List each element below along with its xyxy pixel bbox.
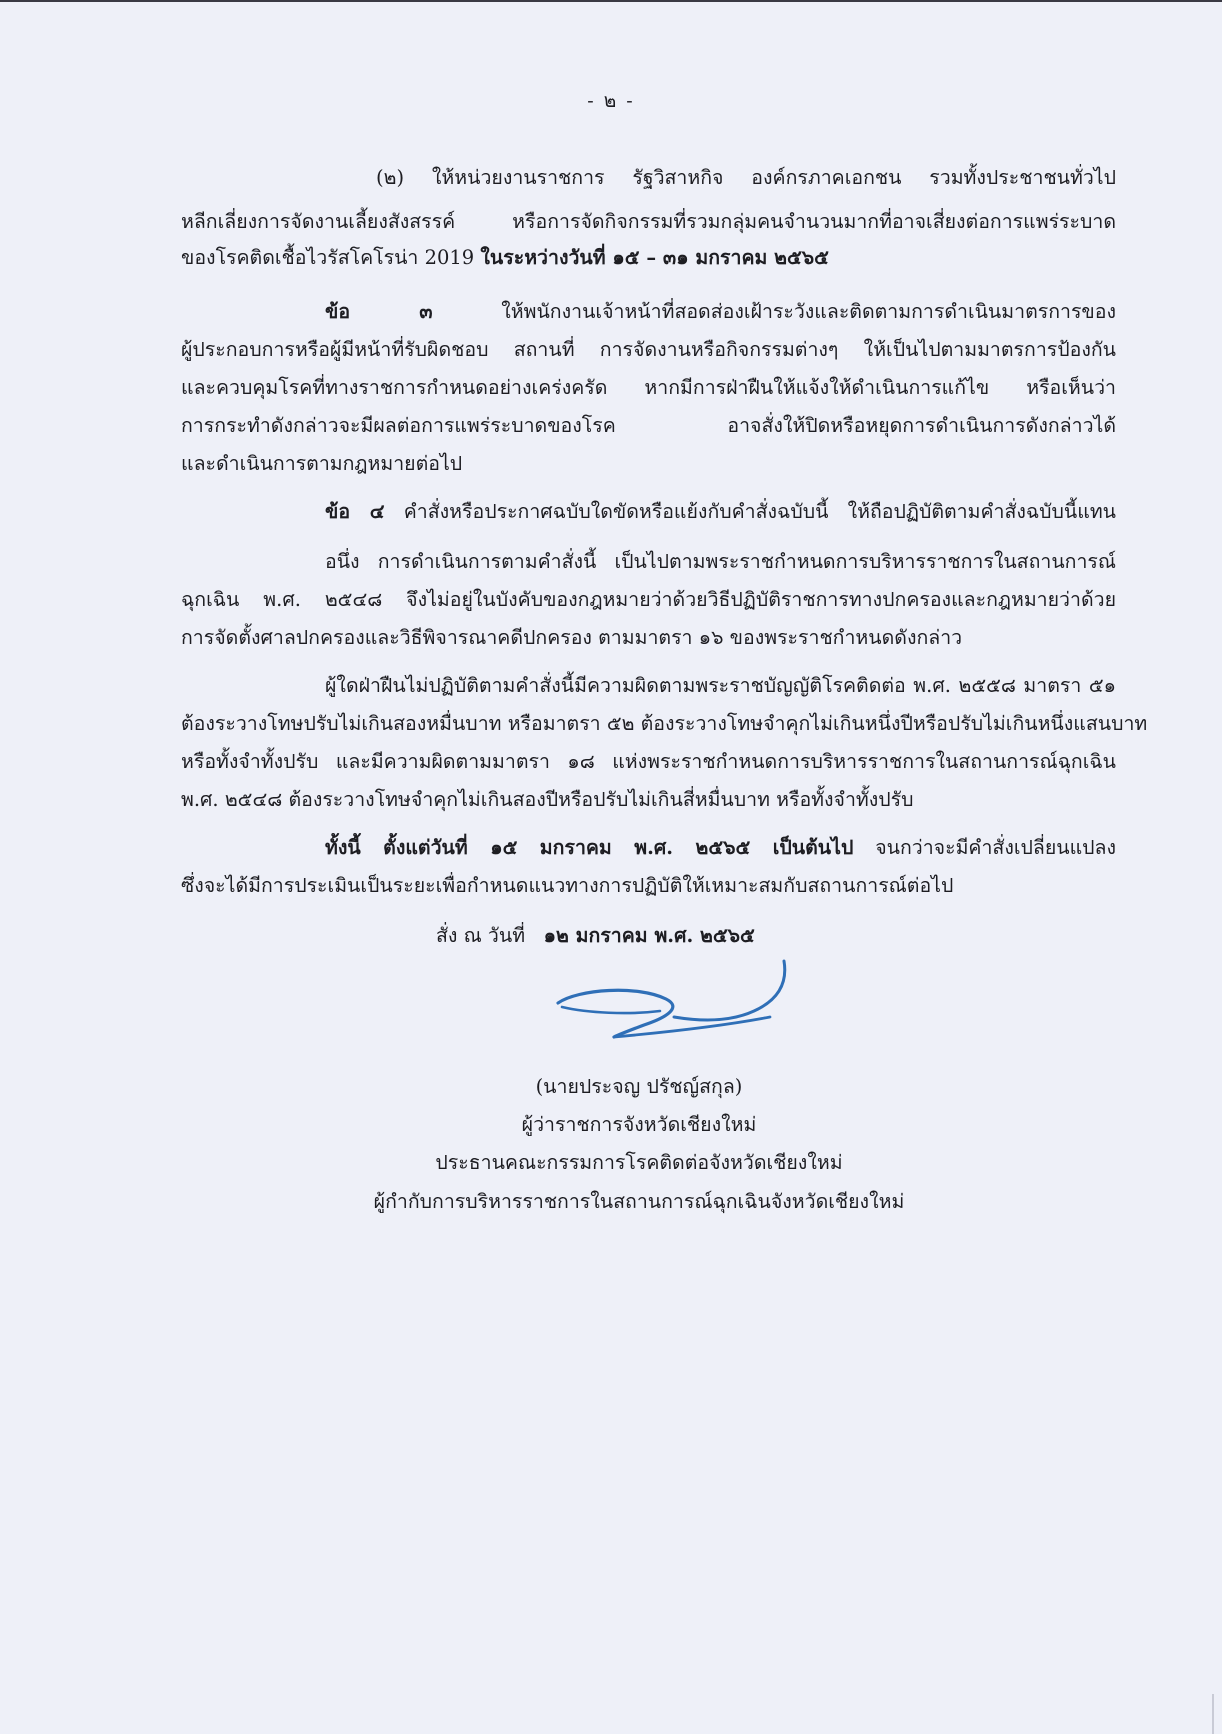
scan-edge-mark: [1212, 1694, 1214, 1734]
signatory-title-2: ประธานคณะกรรมการโรคติดต่อจังหวัดเชียงใหม่: [435, 1151, 843, 1174]
top-border: [0, 0, 1222, 2]
paragraph-2-line-3: [181, 248, 829, 268]
handwritten-signature: [548, 955, 798, 1045]
article-3-line-2: ผู้ประกอบการหรือผู้มีหน้าที่รับผิดชอบ สถานที่ การจัดงานหรือกิจกรรมต่างๆ ให้เป็นไปตามมาตรการป้องกัน: [181, 338, 1116, 361]
signatory-title-1: ผู้ว่าราชการจังหวัดเชียงใหม่: [521, 1113, 757, 1136]
article-3-heading: ข้อ ๓: [325, 300, 433, 323]
page-number: - ๒ -: [587, 90, 635, 112]
penalty-line-1: ผู้ใดฝ่าฝืนไม่ปฏิบัติตามคำสั่งนี้มีความผิดตามพระราชบัญญัติโรคติดต่อ พ.ศ. ๒๕๕๘ มาตรา ๕๑: [325, 674, 1116, 697]
order-date-value: ๑๒ มกราคม พ.ศ. ๒๕๖๕: [543, 924, 755, 947]
article-3-line-1-text: ให้พนักงานเจ้าหน้าที่สอดส่องเฝ้าระวังและติดตามการดำเนินมาตรการของ: [432, 300, 1116, 323]
penalty-line-2: ต้องระวางโทษปรับไม่เกินสองหมื่นบาท หรือมาตรา ๕๒ ต้องระวางโทษจำคุกไม่เกินหนึ่งปีหรือปรับไม่เกินหนึ่งแสนบาท: [181, 712, 1148, 735]
paragraph-2-line-3-text: ของโรคติดเชื้อไวรัสโคโรน่า 2019: [181, 246, 481, 269]
article-3-line-1: [325, 302, 1116, 322]
signatory-name: (นายประจญ ปรัชญ์สกุล): [535, 1075, 743, 1098]
effective-line-1: [325, 838, 1116, 858]
paragraph-2-line-1: (๒) ให้หน่วยงานราชการ รัฐวิสาหกิจ องค์กรภาคเอกชน รวมทั้งประชาชนทั่วไป: [376, 166, 1116, 189]
article-3-line-5: และดำเนินการตามกฎหมายต่อไป: [181, 452, 463, 475]
note-line-3: การจัดตั้งศาลปกครองและวิธีพิจารณาคดีปกครอง ตามมาตรา ๑๖ ของพระราชกำหนดดังกล่าว: [181, 626, 963, 649]
note-line-2: ฉุกเฉิน พ.ศ. ๒๕๔๘ จึงไม่อยู่ในบังคับของกฎหมายว่าด้วยวิธีปฏิบัติราชการทางปกครองและกฎหมายว่าด้วย: [181, 588, 1116, 611]
article-4-line-1: [325, 502, 1116, 522]
effective-date: ทั้งนี้ ตั้งแต่วันที่ ๑๕ มกราคม พ.ศ. ๒๕๖๕ เป็นต้นไป: [325, 836, 854, 859]
penalty-line-4: พ.ศ. ๒๕๔๘ ต้องระวางโทษจำคุกไม่เกินสองปีหรือปรับไม่เกินสี่หมื่นบาท หรือทั้งจำทั้งปรับ: [181, 788, 914, 811]
effective-line-1-text: จนกว่าจะมีคำสั่งเปลี่ยนแปลง: [853, 836, 1117, 859]
effective-line-2: ซึ่งจะได้มีการประเมินเป็นระยะเพื่อกำหนดแนวทางการปฏิบัติให้เหมาะสมกับสถานการณ์ต่อไป: [181, 874, 954, 897]
note-line-1: อนึ่ง การดำเนินการตามคำสั่งนี้ เป็นไปตามพระราชกำหนดการบริหารราชการในสถานการณ์: [325, 550, 1116, 573]
article-3-line-3: และควบคุมโรคที่ทางราชการกำหนดอย่างเคร่งครัด หากมีการฝ่าฝืนให้แจ้งให้ดำเนินการแก้ไข หรือเห็นว่า: [181, 376, 1116, 399]
article-4-heading: ข้อ ๔: [325, 500, 385, 523]
paragraph-2-line-2: หลีกเลี่ยงการจัดงานเลี้ยงสังสรรค์ หรือการจัดกิจกรรมที่รวมกลุ่มคนจำนวนมากที่อาจเสี่ยงต่อการแพร่ระบาด: [181, 210, 1116, 233]
order-date-prefix: สั่ง ณ วันที่: [436, 924, 526, 947]
order-date: [436, 926, 755, 946]
signatory-title-3: ผู้กำกับการบริหารราชการในสถานการณ์ฉุกเฉินจังหวัดเชียงใหม่: [373, 1190, 905, 1213]
penalty-line-3: หรือทั้งจำทั้งปรับ และมีความผิดตามมาตรา ๑๘ แห่งพระราชกำหนดการบริหารราชการในสถานการณ์ฉุกเฉิน: [181, 750, 1116, 773]
article-3-line-4: การกระทำดังกล่าวจะมีผลต่อการแพร่ระบาดของโรค อาจสั่งให้ปิดหรือหยุดการดำเนินการดังกล่าวได้: [181, 414, 1116, 437]
article-4-line-1-text: คำสั่งหรือประกาศฉบับใดขัดหรือแย้งกับคำสั่งฉบับนี้ ให้ถือปฏิบัติตามคำสั่งฉบับนี้แทน: [384, 500, 1117, 523]
paragraph-2-date-range: ในระหว่างวันที่ ๑๕ – ๓๑ มกราคม ๒๕๖๕: [480, 246, 829, 269]
